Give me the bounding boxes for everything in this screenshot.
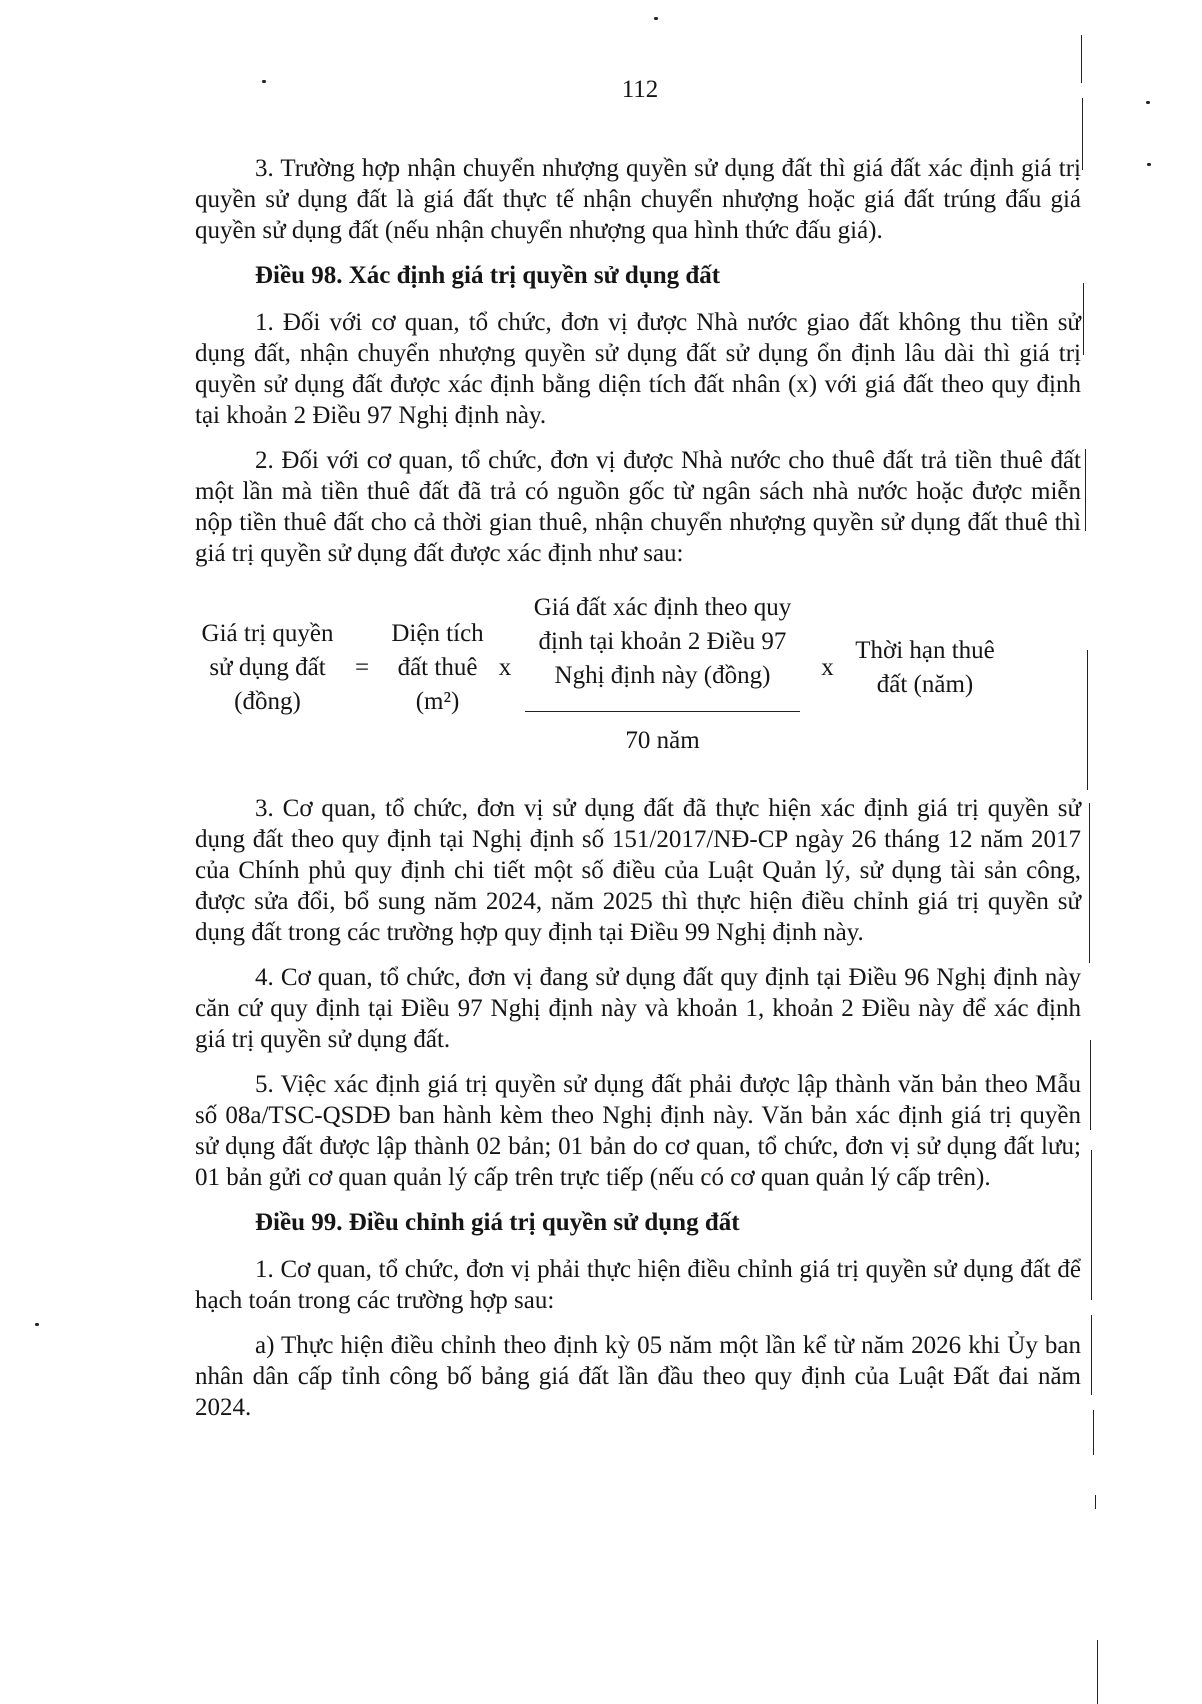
formula-area-line: (m²) xyxy=(415,688,460,715)
formula-result-line: (đồng) xyxy=(234,688,301,715)
formula-result xyxy=(195,617,340,719)
scan-dot xyxy=(654,17,658,20)
page-number: 112 xyxy=(621,76,659,103)
scan-dot xyxy=(1147,163,1151,166)
scan-edge-line xyxy=(1083,283,1084,355)
article-98-item-4: 4. Cơ quan, tổ chức, đơn vị đang sử dụng đất quy định tại Điều 96 Nghị định này căn cứ quy định tại Điều 97 Nghị định này và khoản 1, khoản 2 Điều này để xác định giá trị quyền sử dụng đất. xyxy=(195,964,1081,1053)
formula-term-line: đất (năm) xyxy=(876,671,974,698)
formula-result-line: Giá trị quyền xyxy=(201,620,334,647)
scan-edge-line xyxy=(1082,98,1083,170)
article-98-heading: Điều 98. Xác định giá trị quyền sử dụng đất xyxy=(255,262,721,289)
formula-numerator xyxy=(520,591,805,693)
document-body xyxy=(195,153,1081,1437)
scan-dot xyxy=(262,80,266,83)
scan-edge-line xyxy=(1081,35,1082,83)
formula-fraction-line xyxy=(525,711,800,712)
scan-edge-line xyxy=(1095,1495,1096,1509)
scan-edge-line xyxy=(1085,449,1086,531)
formula-denominator: 70 năm xyxy=(625,727,700,754)
article-98-item-5: 5. Việc xác định giá trị quyền sử dụng đất phải được lập thành văn bản theo Mẫu số 08a/TSC-QSDĐ ban hành kèm theo Nghị định này. Văn bản xác định giá trị quyền sử dụng đất được lập thành 02 bản; 01 bản do cơ quan, tổ chức, đơn vị sử dụng đất lưu; 01 bản gửi cơ quan quản lý cấp trên trực tiếp (nếu có cơ quan quản lý cấp trên). xyxy=(195,1071,1081,1191)
scan-dot xyxy=(1146,101,1150,104)
scan-dot xyxy=(35,1323,39,1326)
land-value-formula xyxy=(195,583,1081,773)
formula-numerator-line: Giá đất xác định theo quy xyxy=(533,594,792,621)
scan-edge-line xyxy=(1091,1150,1092,1300)
scan-edge-line xyxy=(1097,1640,1098,1704)
article-97-item-3: 3. Trường hợp nhận chuyển nhượng quyền sử dụng đất thì giá đất xác định giá trị quyền sử dụng đất là giá đất thực tế nhận chuyển nhượng hoặc giá đất trúng đấu giá quyền sử dụng đất (nếu nhận chuyển nhượng qua hình thức đấu giá). xyxy=(195,155,1081,244)
formula-term xyxy=(845,634,1005,702)
article-98-item-1: 1. Đối với cơ quan, tổ chức, đơn vị được Nhà nước giao đất không thu tiền sử dụng đất, nhận chuyển nhượng quyền sử dụng đất sử dụng ổn định lâu dài thì giá trị quyền sử dụng đất được xác định bằng diện tích đất nhân (x) với giá đất theo quy định tại khoản 2 Điều 97 Nghị định này. xyxy=(195,309,1081,429)
formula-multiply-2: x xyxy=(821,654,834,681)
article-98-item-2: 2. Đối với cơ quan, tổ chức, đơn vị được Nhà nước cho thuê đất trả tiền thuê đất một lần mà tiền thuê đất đã trả có nguồn gốc từ ngân sách nhà nước hoặc được miễn nộp tiền thuê đất cho cả thời gian thuê, nhận chuyển nhượng quyền sử dụng đất thuê thì giá trị quyền sử dụng đất được xác định như sau: xyxy=(195,447,1081,567)
article-98-item-3: 3. Cơ quan, tổ chức, đơn vị sử dụng đất đã thực hiện xác định giá trị quyền sử dụng đất theo quy định tại Nghị định số 151/2017/NĐ-CP ngày 26 tháng 12 năm 2017 của Chính phủ quy định chi tiết một số điều của Luật Quản lý, sử dụng tài sản công, được sửa đổi, bổ sung năm 2024, năm 2025 thì thực hiện điều chỉnh giá trị quyền sử dụng đất trong các trường hợp quy định tại Điều 99 Nghị định này. xyxy=(195,795,1081,946)
scan-edge-line xyxy=(1093,1410,1094,1455)
article-99-item-a: a) Thực hiện điều chỉnh theo định kỳ 05 năm một lần kể từ năm 2026 khi Ủy ban nhân dân cấp tỉnh công bố bảng giá đất lần đầu theo quy định của Luật Đất đai năm 2024. xyxy=(195,1332,1081,1421)
formula-numerator-line: Nghị định này (đồng) xyxy=(554,662,771,689)
formula-multiply-1: x xyxy=(498,654,512,681)
article-99-heading: Điều 99. Điều chỉnh giá trị quyền sử dụng đất xyxy=(255,1209,740,1236)
formula-area-line: Diện tích xyxy=(391,620,484,647)
formula-term-line: Thời hạn thuê xyxy=(855,637,995,664)
formula-result-line: sử dụng đất xyxy=(209,654,326,681)
formula-equals: = xyxy=(354,654,370,681)
scan-edge-line xyxy=(1089,803,1090,963)
scan-edge-line xyxy=(1090,1040,1091,1130)
formula-numerator-line: định tại khoản 2 Điều 97 xyxy=(538,628,787,655)
article-99-item-1: 1. Cơ quan, tổ chức, đơn vị phải thực hiện điều chỉnh giá trị quyền sử dụng đất để hạch toán trong các trường hợp sau: xyxy=(195,1256,1081,1314)
scan-edge-line xyxy=(1087,650,1088,790)
scan-edge-line xyxy=(1091,1315,1092,1395)
formula-area-line: đất thuê xyxy=(397,654,478,681)
